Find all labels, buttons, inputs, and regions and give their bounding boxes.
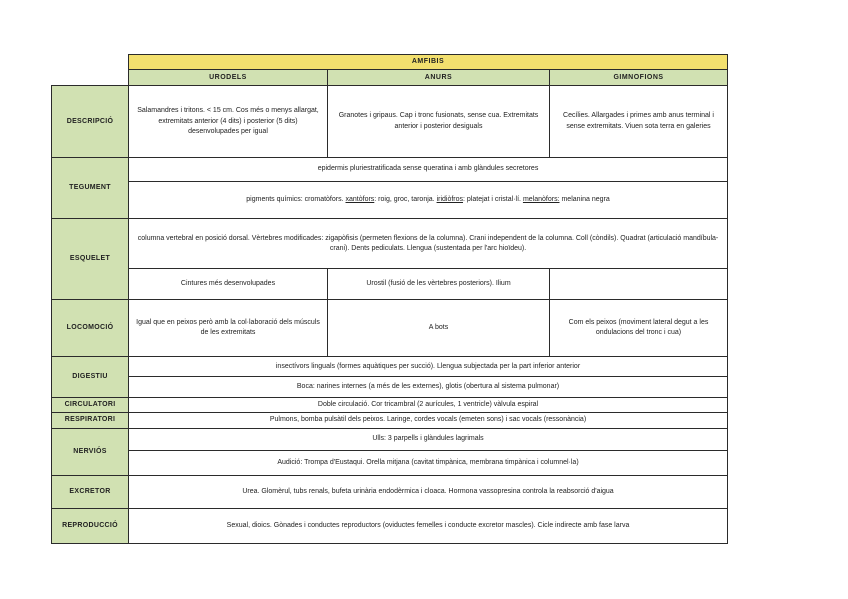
iridiofors-term: iridiòfros xyxy=(436,195,464,203)
digestiu-llengua: insectívors linguals (formes aquàtiques per succió). Llengua subjectada per la part inferior anterior xyxy=(129,357,728,377)
locomocio-urodels: Igual que en peixos però amb la col·laboració dels músculs de les extremitats xyxy=(129,299,328,356)
amphibians-table xyxy=(51,54,728,544)
tegument-pigments-text: : platejat i cristal·lí. xyxy=(463,195,521,203)
tegument-pigments-text: melanina negra xyxy=(561,195,610,203)
tegument-pigments-text: pigments químics: cromatòfors. xyxy=(246,195,344,203)
row-label-esquelet: ESQUELET xyxy=(52,219,129,300)
table-corner xyxy=(52,55,129,70)
row-label-tegument: TEGUMENT xyxy=(52,158,129,219)
excretor-text: Urea. Glomèrul, tubs renals, bufeta urinària endodèrmica i cloaca. Hormona vassopresina controla la reabsorció d'aigua xyxy=(129,475,728,509)
circulatori-text: Doble circulació. Cor tricambral (2 aurícules, 1 ventricle) vàlvula espiral xyxy=(129,397,728,412)
row-label-respiratori: RESPIRATORI xyxy=(52,413,129,428)
nervios-ulls: Ulls: 3 parpells i glàndules lagrimals xyxy=(129,428,728,450)
tegument-pigments-text: : roig, groc, taronja. xyxy=(374,195,435,203)
tegument-pigments xyxy=(129,181,728,219)
descripcio-anurs: Granotes i gripaus. Cap i tronc fusionats, sense cua. Extremitats anterior i posterior desiguals xyxy=(328,85,550,157)
esquelet-gimnofions xyxy=(550,269,728,300)
column-header-urodels: URODELS xyxy=(129,70,328,85)
esquelet-columna: columna vertebral en posició dorsal. Vèrtebres modificades: zigapòfisis (permeten flexions de la columna). Crani independent de la columna. Coll (còndils). Quadrat (articulació mandíbula-crani). Dents pediculats. Llengua (sustentada per l'arc hioïdeu). xyxy=(129,219,728,269)
melanofors-term: melanòfors: xyxy=(522,195,560,203)
digestiu-boca: Boca: narines internes (a més de les externes), glotis (obertura al sistema pulmonar) xyxy=(129,377,728,397)
locomocio-gimnofions: Com els peixos (moviment lateral degut a les ondulacions del tronc i cua) xyxy=(550,299,728,356)
column-header-gimnofions: GIMNOFIONS xyxy=(550,70,728,85)
table-corner xyxy=(52,70,129,85)
row-label-descripcio: DESCRIPCIÓ xyxy=(52,85,129,157)
reproduccio-text: Sexual, dioics. Gònades i conductes reproductors (oviductes femelles i conducte excretor mascles). Cicle indirecte amb fase larva xyxy=(129,509,728,544)
table-title: AMFIBIS xyxy=(129,55,728,70)
row-label-excretor: EXCRETOR xyxy=(52,475,129,509)
locomocio-anurs: A bots xyxy=(328,299,550,356)
descripcio-urodels: Salamandres i tritons. < 15 cm. Cos més o menys allargat, extremitats anterior (4 dits) i posterior (5 dits) desenvolupades per igual xyxy=(129,85,328,157)
row-label-locomocio: LOCOMOCIÓ xyxy=(52,299,129,356)
row-label-circulatori: CIRCULATORI xyxy=(52,397,129,412)
column-header-anurs: ANURS xyxy=(328,70,550,85)
row-label-reproduccio: REPRODUCCIÓ xyxy=(52,509,129,544)
xantofors-term: xantòfors xyxy=(345,195,375,203)
esquelet-urodels: Cintures més desenvolupades xyxy=(129,269,328,300)
esquelet-anurs: Urostil (fusió de les vèrtebres posteriors). Ilium xyxy=(328,269,550,300)
row-label-nervios: NERVIÓS xyxy=(52,428,129,475)
tegument-epidermis: epidermis pluriestratificada sense queratina i amb glàndules secretores xyxy=(129,158,728,181)
row-label-digestiu: DIGESTIU xyxy=(52,357,129,398)
respiratori-text: Pulmons, bomba pulsàtil dels peixos. Laringe, cordes vocals (emeten sons) i sac vocals (ressonància) xyxy=(129,413,728,428)
nervios-audicio: Audició: Trompa d'Eustaqui. Orella mitjana (cavitat timpànica, membrana timpànica i columnel·la) xyxy=(129,451,728,475)
descripcio-gimnofions: Cecílies. Allargades i primes amb anus terminal i sense extremitats. Viuen sota terra en galeries xyxy=(550,85,728,157)
